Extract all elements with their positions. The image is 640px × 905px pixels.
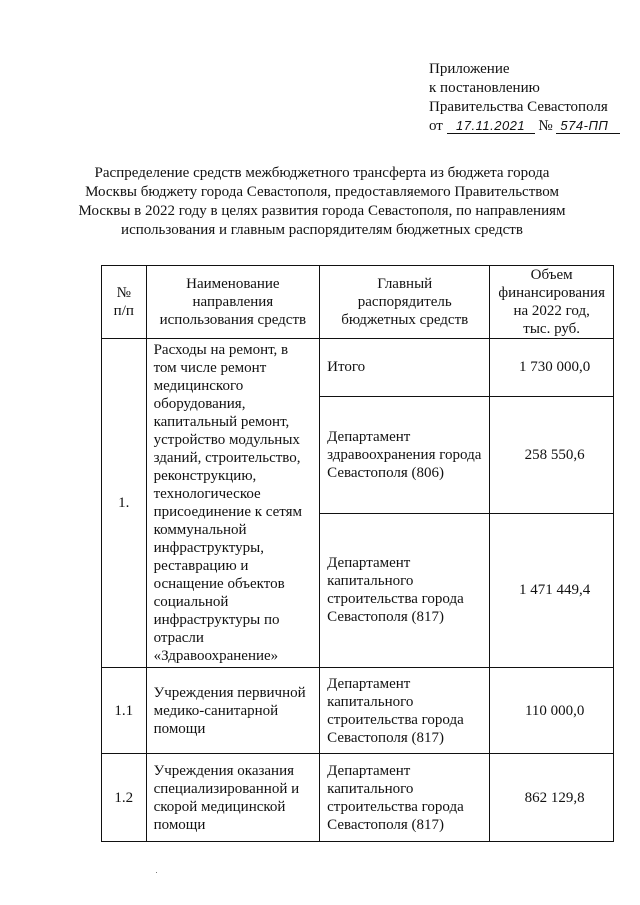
row1-1-dept: Департамент капитального строительства города Севастополя (817) — [320, 668, 490, 754]
row1-1-name: Учреждения первичной медико-санитарной помощи — [146, 668, 320, 754]
appendix-title: Приложение — [429, 61, 510, 77]
row1-total-label: Итого — [320, 339, 490, 397]
row1-construction-dept: Департамент капитального строительства города Севастополя (817) — [320, 513, 490, 667]
row1-total-value: 1 730 000,0 — [490, 339, 614, 397]
document-title — [40, 164, 604, 240]
header-volume: Объем финансирования на 2022 год, тыс. руб. — [490, 266, 614, 339]
table-row — [102, 339, 614, 397]
handwritten-date: 17.11.2021 — [447, 118, 535, 134]
row1-name: Расходы на ремонт, в том числе ремонт медицинского оборудования, капитальный ремонт, устройство модульных зданий, строительство, реконструкцию, технологическое присоединение к сетям коммунальной инфраструктуры, реставрацию и оснащение объектов социальной инфраструктуры по отрасли «Здравоохранение» — [146, 339, 320, 668]
row1-num: 1. — [102, 339, 147, 668]
header-num-sign: № — [116, 285, 131, 301]
appendix-block — [429, 60, 620, 136]
table-row — [102, 668, 614, 754]
number-prefix: № — [538, 118, 553, 134]
row1-2-value: 862 129,8 — [490, 754, 614, 842]
row1-health-value: 258 550,6 — [490, 396, 614, 513]
row1-2-num: 1.2 — [102, 754, 147, 842]
appendix-ref: к постановлению — [429, 80, 540, 96]
title-line-3: Москвы в 2022 году в целях развития города Севастополя, по направлениям — [78, 203, 566, 219]
header-manager: Главный распорядитель бюджетных средств — [320, 266, 490, 339]
row1-1-num: 1.1 — [102, 668, 147, 754]
title-line-1: Распределение средств межбюджетного трансферта из бюджета города — [94, 165, 550, 181]
row1-construction-value: 1 471 449,4 — [490, 513, 614, 667]
appendix-issuer: Правительства Севастополя — [429, 99, 608, 115]
scan-speck — [156, 872, 157, 873]
date-prefix: от — [429, 118, 443, 134]
distribution-table — [101, 265, 614, 842]
handwritten-number: 574-ПП — [556, 118, 620, 134]
table-row — [102, 754, 614, 842]
row1-2-name: Учреждения оказания специализированной и скорой медицинской помощи — [146, 754, 320, 842]
header-name: Наименование направления использования средств — [146, 266, 320, 339]
title-line-4: использования и главным распорядителям бюджетных средств — [121, 222, 523, 238]
table-header-row — [102, 266, 614, 339]
row1-1-value: 110 000,0 — [490, 668, 614, 754]
appendix-date-line — [429, 117, 620, 136]
header-num — [102, 266, 147, 339]
title-line-2: Москвы бюджету города Севастополя, предоставляемого Правительством — [85, 184, 559, 200]
header-num-pp: п/п — [113, 303, 134, 319]
row1-health-dept: Департамент здравоохранения города Севастополя (806) — [320, 396, 490, 513]
row1-2-dept: Департамент капитального строительства города Севастополя (817) — [320, 754, 490, 842]
